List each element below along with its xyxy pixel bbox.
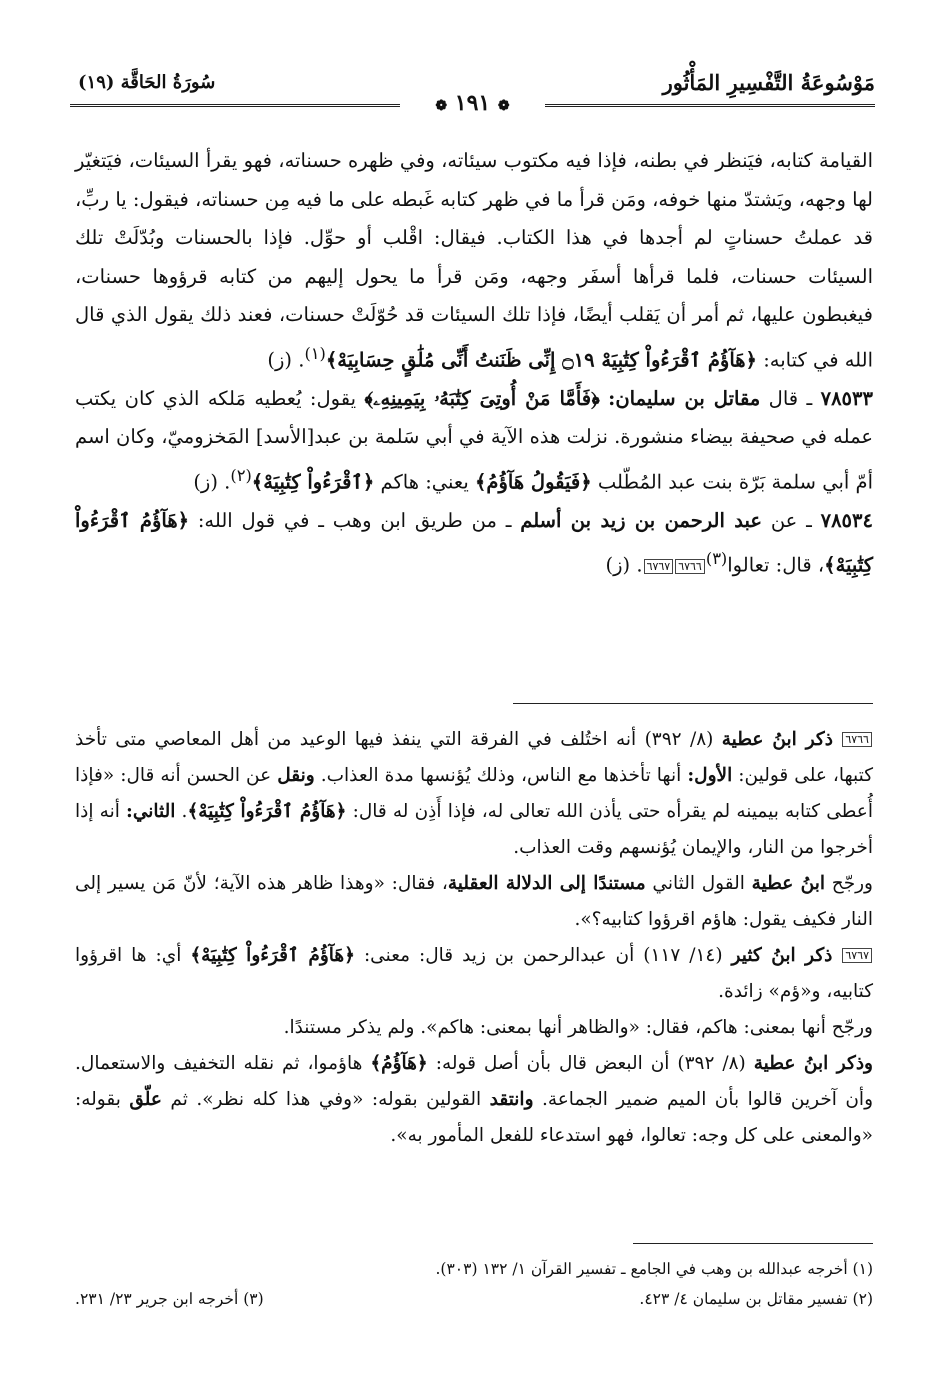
text: القول الثاني [652,873,745,894]
book-title: مَوْسُوعَةُ التَّفْسِيرِ المَأْثُور [662,70,875,95]
footnote-marker[interactable]: (١) [304,343,326,363]
ornament-icon: ❁ [497,98,510,114]
footnote-marker[interactable]: (٣) [705,549,728,568]
text: ـ قال [768,386,813,410]
header-rule-left [70,104,400,107]
text: يقول: يُعطيه مَلكه الذي كان يكتب عمله في صحيفة بيضاء منشورة. نزلت هذه الآية في أبي سَلمة بن عبد[الأسد] المَخزوميّ، وكان اسم أمّ أبي سلمة بَرّة بنت عبد المُطّلب [75,386,873,493]
surah-title: سُورَةُ الحَاقَّة (١٩) [78,72,216,93]
narration-78534 [75,502,873,586]
bold-text: مستندًا إلى الدلالة العقلية [447,873,646,894]
bold-text: وانتقد [489,1089,534,1110]
header-rule-right [545,104,875,107]
main-text [75,142,873,585]
footnote-1: (١) أخرجه عبدالله بن وهب في الجامع ـ تفسير القرآن ١/ ١٣٢ (٣٠٣). [435,1260,873,1278]
text: أنها تأخذها مع الناس، وذلك يُؤنسها مدة العذاب. [320,765,682,786]
text: (١٤/ ١١٧) أن عبدالرحمن بن زيد قال: معنى: [363,945,723,966]
text: . (ز) [193,470,231,493]
quran-quote: ﴿فَيَقُولُ هَآؤُمُ﴾ [474,470,592,493]
text: ، قال: تعالوا [727,553,825,577]
text: ـ من طريق ابن وهب ـ في قول الله: [197,508,512,532]
narration-number: ٧٨٥٣٤ [820,508,873,532]
narration-continued [75,142,873,380]
quran-quote: ﴿هَآؤُمُ ٱقْرَءُواْ كِتَٰبِيَهْ ۝١٩ إِنِّى ظَنَنتُ أَنِّى مُلَٰقٍ حِسَابِيَهْ﴾ [325,348,757,371]
footnote-3: (٣) أخرجه ابن جرير ٢٣/ ٢٣١. [75,1290,264,1308]
text: القيامة كتابه، فيَنظر في بطنه، فإذا فيه مكتوب سيئاته، وفي ظهره حسناته، فهو يقرأ السيئات، فيَتغيّر لها وجهه، ويَشتدّ منها خوفه، ومَن قرأ ما في ظهر كتابه غَبطه على ما فيه مِن حسناته، فيقول: يا ربِّ، قد عملتُ حسناتٍ لم أجدها في هذا الكتاب. فيقال: اقْلب أو حوِّل. فإذا بالحسنات وبُدّلَتْ تلك السيئات حسنات، فلما قرأها أسفَر وجهه، ومَن قرأ ما يحول إليهم من كتابه قرؤوها حسنات، فيغبطون عليها، ثم أمر أن يَقلب أيضًا، فإذا تلك السيئات قد حُوّلَتْ حسنات، فعند ذلك يقول الذي قال الله في كتابه: [75,149,873,371]
text: يعني: هاكم [380,470,469,493]
quran-quote: ﴿فَأَمَّا مَنْ أُوتِىَ كِتَٰبَهُۥ بِيَمِينِهِۦ﴾ [364,386,600,410]
note-tarjih-2 [75,1010,873,1046]
text: القولين بقوله: «وفي هذا كله نظر». [196,1089,482,1110]
note-6767-cont [75,1046,873,1154]
commentary-ref-box[interactable]: ٦٧٦٧ [644,559,674,574]
quran-quote: ﴿هَآؤُمُ ٱقْرَءُواْ كِتَٰبِيَهْ﴾ [75,508,873,577]
bold-text: ونقل [277,765,315,786]
note-tarjih-1 [75,866,873,938]
text: . (ز) [267,348,305,371]
bold-text: ذكر ابنُ عطية [721,729,833,750]
note-6766: ٦٧٦٦ ذكر ابنُ عطية (٨/ ٣٩٢) أنه اختُلف في الفرقة التي ينفذ فيها الوعيد من أهل المعاصي متى تأخذ كتبها، على قولين: الأول: أنها تأخذها مع الناس، وذلك يُؤنسها مدة العذاب. ونقل عن الحسن أنه قال: «فإذا أُعطى كتابه بيمينه لم يقرأه حتى يأذن الله تعالى له، فإذا أَذِن له قال: ﴿هَآؤُمُ ٱقْرَءُواْ كِتَٰبِيَهْ﴾. الثاني: أنه إذا أخرجوا من النار، والإيمان يُؤنسهم وقت العذاب. [75,729,874,858]
text: ورجّح [831,873,873,894]
footnote-marker[interactable]: (٢) [230,465,252,485]
text: عن الحسن أنه قال: «فإذا أُعطى كتابه بيمينه لم يقرأه حتى يأذن الله تعالى له، فإذا أَذِن له قال: [75,765,873,822]
commentary-notes [75,722,873,1154]
narration-78533 [75,380,873,502]
footnotes-separator [633,1243,873,1244]
note-6767 [75,938,873,1010]
note-ref-box: ٦٧٦٦ [842,732,872,747]
notes-separator [513,703,873,704]
bold-text: الثاني: [126,801,176,822]
text: . (ز) [605,553,643,577]
quran-quote: ﴿هَآؤُمُ ٱقْرَءُواْ كِتَٰبِيَهْ﴾ [187,801,347,822]
text: هاؤموا، ثم نقله التخفيف والاستعمال. وأن آخرين قالوا بأن الميم ضمير الجماعة. [75,1053,874,1110]
quran-quote: ﴿هَآؤُمُ﴾ [370,1053,428,1074]
commentary-ref-box[interactable]: ٦٧٦٦ [675,559,705,574]
footnotes [75,1254,873,1314]
text: ثم [170,1089,188,1110]
footnote-row [75,1284,873,1314]
bold-text: وذكر ابنُ عطية [753,1053,873,1074]
text: (٨/ ٣٩٢) أن البعض قال بأن أصل قوله: [435,1053,746,1074]
running-header [70,62,875,116]
bold-text: ذكر ابنُ كثير [731,945,833,966]
ornament-icon: ❁ [435,98,448,114]
quran-quote: ﴿ٱقْرَءُواْ كِتَٰبِيَهْ﴾ [251,470,375,493]
text: أنه إذا أخرجوا من النار، والإيمان يُؤنسهم وقت العذاب. [75,801,873,858]
quran-quote: ﴿هَآؤُمُ ٱقْرَءُواْ كِتَٰبِيَهْ﴾ [190,945,355,966]
text: ورجّح أنها بمعنى: هاكم، فقال: «والظاهر أنها بمعنى: هاكم». ولم يذكر مستندًا. [283,1017,873,1038]
text: ـ عن [770,508,812,532]
narrator-name: عبد الرحمن بن زيد بن أسلم [520,508,763,532]
narrator-name: مقاتل بن سليمان: [608,386,761,410]
bold-text: ابنُ عطية [751,873,825,894]
text: (٨/ ٣٩٢) أنه اختُلف في الفرقة التي ينفذ فيها الوعيد من أهل المعاصي متى تأخذ كتبها، على قولين: [75,729,874,786]
note-ref-box: ٦٧٦٧ [842,948,872,963]
footnote-2: (٢) تفسير مقاتل بن سليمان ٤/ ٤٢٣. [639,1290,873,1308]
page-number: ١٩١ [454,90,491,116]
page-number-block [435,90,509,116]
text: أي: ها اقرؤوا كتابيه، و«ؤم» زائدة. [75,945,873,1002]
narration-number: ٧٨٥٣٣ [820,386,873,410]
text: ، فقال: «وهذا ظاهر هذه الآية؛ لأنّ مَن يسير إلى النار فكيف يقول: هاؤم اقرؤوا كتابيه؟». [75,873,873,930]
bold-text: علّق [129,1089,162,1110]
text: بقوله: «والمعنى على كل وجه: تعالوا، فهو استدعاء للفعل المأمور به». [75,1089,873,1146]
bold-text: الأول: [687,765,733,786]
